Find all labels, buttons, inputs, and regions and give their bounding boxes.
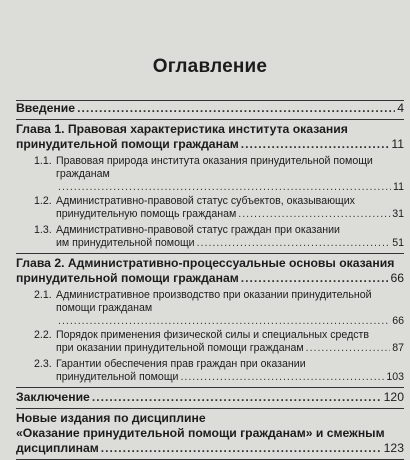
entry-title: Введение [16, 101, 76, 115]
section-number: 2.2. [34, 329, 52, 341]
leader-dots [197, 237, 391, 250]
page-title: Оглавление [152, 56, 268, 77]
divider [16, 253, 404, 254]
leader-dots [306, 342, 391, 355]
entry-title-line1: Глава 2. Административно-процессуальные основы оказания [16, 256, 395, 270]
entry-title-line2: гражданам [56, 168, 110, 180]
leader-dots [77, 101, 395, 116]
entry-title-line1: Административно-правовой статус граждан при оказании [56, 224, 340, 236]
leader-dots [241, 271, 389, 286]
entry-title-line1: Глава 1. Правовая характеристика института оказания [16, 122, 348, 136]
section-number: 1.2. [34, 195, 52, 207]
divider [16, 408, 404, 409]
entry-title-line2: принудительной помощи гражданам [16, 271, 239, 285]
entry-title-line1: Административно-правовой статус субъектов, оказывающих [56, 195, 355, 207]
entry-title: Заключение [16, 390, 90, 404]
page-number: 120 [383, 390, 404, 404]
entry-title-line2: при оказании принудительной помощи гражданам [56, 342, 304, 354]
leader-dots [58, 181, 391, 194]
page-number: 87 [392, 342, 404, 354]
page-number: 11 [391, 137, 404, 151]
section-number: 1.1. [34, 155, 52, 167]
toc-entry-intro[interactable] [16, 101, 404, 116]
page-number: 66 [390, 271, 404, 285]
leader-dots [180, 371, 384, 384]
page-number: 4 [397, 101, 404, 115]
section-number: 2.1. [34, 289, 52, 301]
page-number: 66 [392, 315, 404, 327]
table-of-contents [16, 100, 404, 460]
entry-title-line3: дисциплинам [16, 441, 99, 455]
toc-entry-2-2[interactable] [16, 329, 404, 355]
leader-dots [101, 441, 382, 456]
toc-entry-chapter-1[interactable] [16, 122, 404, 152]
page-number: 11 [393, 181, 404, 193]
page-number: 31 [392, 208, 404, 220]
entry-title-line1: Новые издания по дисциплине [16, 411, 206, 425]
entry-title-line2: принудительной помощи [56, 371, 179, 383]
toc-entry-1-3[interactable] [16, 224, 404, 250]
entry-title-line2: принудительную помощь гражданам [56, 208, 237, 220]
entry-title-line1: Порядок применения физической силы и специальных средств [56, 329, 370, 341]
divider [16, 119, 404, 120]
toc-entry-new-editions[interactable] [16, 411, 404, 456]
leader-dots [92, 390, 382, 405]
entry-title-line1: Правовая природа института оказания принудительной помощи [56, 155, 373, 167]
section-number: 2.3. [34, 358, 52, 370]
section-number: 1.3. [34, 224, 52, 236]
entry-title-line2: помощи гражданам [56, 302, 153, 314]
entry-title-line2: «Оказание принудительной помощи гражданам» и смежным [16, 426, 385, 440]
toc-entry-chapter-2[interactable] [16, 256, 404, 286]
entry-title-line2: им принудительной помощи [56, 237, 195, 249]
entry-title-line2: принудительной помощи гражданам [16, 137, 239, 151]
toc-entry-1-1[interactable] [16, 155, 404, 194]
page-number: 123 [383, 441, 404, 455]
leader-dots [238, 208, 390, 221]
entry-title-line1: Административное производство при оказании принудительной [56, 289, 372, 301]
toc-entry-conclusion[interactable] [16, 390, 404, 405]
toc-entry-2-3[interactable] [16, 358, 404, 384]
leader-dots [58, 315, 390, 328]
divider [16, 387, 404, 388]
entry-title-line1: Гарантии обеспечения прав граждан при оказании [56, 358, 306, 370]
toc-entry-1-2[interactable] [16, 195, 404, 221]
toc-entry-2-1[interactable] [16, 289, 404, 328]
page-number: 51 [392, 237, 404, 249]
bleed-through-text-top [0, 0, 410, 40]
page-number: 103 [386, 371, 404, 383]
leader-dots [241, 137, 390, 152]
